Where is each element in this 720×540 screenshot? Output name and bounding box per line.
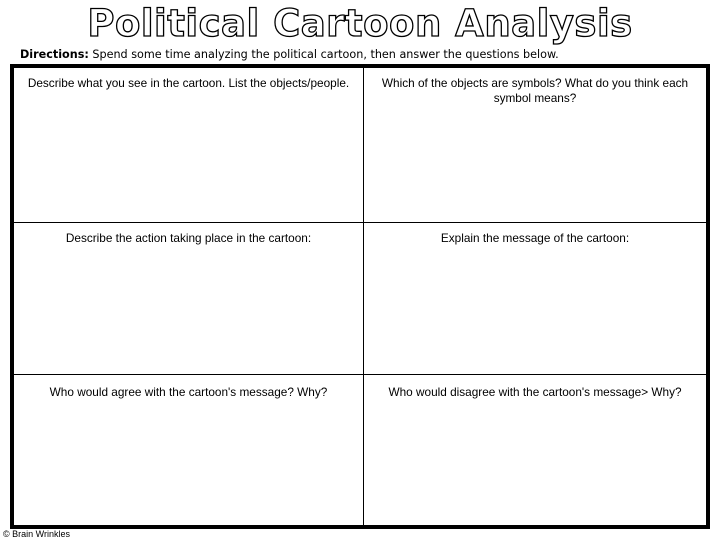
prompt-disagree: Who would disagree with the cartoon's message> Why? bbox=[388, 385, 682, 399]
disagree-box[interactable] bbox=[364, 375, 706, 525]
prompt-agree: Who would agree with the cartoon's message? Why? bbox=[49, 385, 328, 399]
prompt-message: Explain the message of the cartoon: bbox=[440, 231, 630, 245]
directions-label: Directions: bbox=[20, 48, 89, 61]
symbols-box[interactable] bbox=[364, 68, 706, 223]
message-box[interactable] bbox=[364, 223, 706, 375]
directions-text: Spend some time analyzing the political cartoon, then answer the questions below. bbox=[88, 48, 559, 61]
page-title: Political Cartoon Analysis bbox=[87, 2, 633, 45]
action-box[interactable] bbox=[14, 223, 364, 375]
copyright-footer: © Brain Wrinkles bbox=[3, 529, 70, 539]
prompt-action: Describe the action taking place in the cartoon: bbox=[65, 231, 312, 245]
agree-box[interactable] bbox=[14, 375, 364, 525]
prompt-symbols: Which of the objects are symbols? What do you think each symbol means? bbox=[381, 76, 689, 105]
directions bbox=[20, 47, 710, 62]
prompt-objects-people: Describe what you see in the cartoon. List the objects/people. bbox=[27, 76, 350, 90]
objects-people-box[interactable] bbox=[14, 68, 364, 223]
analysis-grid bbox=[10, 64, 710, 529]
